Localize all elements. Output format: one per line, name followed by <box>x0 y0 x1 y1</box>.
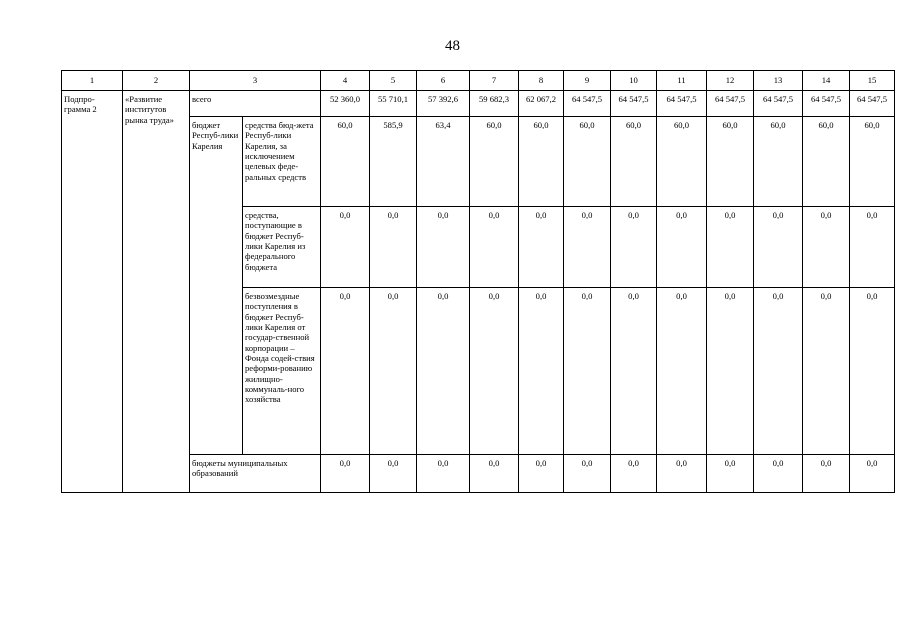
value-cell: 55 710,1 <box>370 91 417 117</box>
row-label-regional-own: средства бюд-жета Респуб-лики Карелия, за исключением целевых феде-ральных средств <box>243 117 321 207</box>
header-cell: 1 <box>62 71 123 91</box>
header-cell: 7 <box>470 71 519 91</box>
value-cell: 0,0 <box>850 455 895 493</box>
value-cell: 0,0 <box>803 455 850 493</box>
value-cell: 64 547,5 <box>803 91 850 117</box>
value-cell: 52 360,0 <box>321 91 370 117</box>
header-row <box>62 71 895 91</box>
value-cell: 0,0 <box>370 288 417 455</box>
value-cell: 0,0 <box>564 288 611 455</box>
value-cell: 60,0 <box>707 117 754 207</box>
value-cell: 59 682,3 <box>470 91 519 117</box>
value-cell: 0,0 <box>470 455 519 493</box>
value-cell: 0,0 <box>657 207 707 288</box>
value-cell: 0,0 <box>564 455 611 493</box>
value-cell: 60,0 <box>754 117 803 207</box>
value-cell: 0,0 <box>754 455 803 493</box>
row-label-federal-transfers: средства, поступающие в бюджет Респуб-лики Карелия из федерального бюджета <box>243 207 321 288</box>
header-cell: 10 <box>611 71 657 91</box>
value-cell: 0,0 <box>611 455 657 493</box>
value-cell: 0,0 <box>519 207 564 288</box>
value-cell: 0,0 <box>754 207 803 288</box>
header-cell: 4 <box>321 71 370 91</box>
value-cell: 0,0 <box>707 288 754 455</box>
value-cell: 64 547,5 <box>657 91 707 117</box>
value-cell: 0,0 <box>564 207 611 288</box>
header-cell: 8 <box>519 71 564 91</box>
value-cell: 0,0 <box>707 207 754 288</box>
regional-budget-label: бюджет Респуб-лики Карелия <box>190 117 243 455</box>
value-cell: 0,0 <box>417 207 470 288</box>
value-cell: 64 547,5 <box>754 91 803 117</box>
value-cell: 0,0 <box>611 288 657 455</box>
value-cell: 64 547,5 <box>564 91 611 117</box>
subprogram-cell: Подпро-грамма 2 <box>62 91 123 493</box>
value-cell: 0,0 <box>321 455 370 493</box>
value-cell: 64 547,5 <box>611 91 657 117</box>
value-cell: 0,0 <box>657 288 707 455</box>
value-cell: 0,0 <box>417 288 470 455</box>
value-cell: 0,0 <box>754 288 803 455</box>
value-cell: 0,0 <box>850 288 895 455</box>
value-cell: 0,0 <box>611 207 657 288</box>
value-cell: 60,0 <box>611 117 657 207</box>
value-cell: 585,9 <box>370 117 417 207</box>
value-cell: 0,0 <box>850 207 895 288</box>
value-cell: 0,0 <box>470 288 519 455</box>
value-cell: 62 067,2 <box>519 91 564 117</box>
budget-table <box>61 70 895 493</box>
value-cell: 0,0 <box>803 288 850 455</box>
value-cell: 60,0 <box>850 117 895 207</box>
value-cell: 0,0 <box>707 455 754 493</box>
value-cell: 64 547,5 <box>850 91 895 117</box>
value-cell: 60,0 <box>564 117 611 207</box>
value-cell: 0,0 <box>803 207 850 288</box>
value-cell: 60,0 <box>803 117 850 207</box>
value-cell: 0,0 <box>321 288 370 455</box>
value-cell: 60,0 <box>321 117 370 207</box>
page-number: 48 <box>445 38 460 54</box>
row-label-municipal: бюджеты муниципальных образований <box>190 455 321 493</box>
header-cell: 3 <box>190 71 321 91</box>
value-cell: 0,0 <box>657 455 707 493</box>
header-cell: 2 <box>123 71 190 91</box>
header-cell: 5 <box>370 71 417 91</box>
header-cell: 13 <box>754 71 803 91</box>
subprogram-name-cell: «Развитие институтов рынка труда» <box>123 91 190 493</box>
header-cell: 6 <box>417 71 470 91</box>
value-cell: 60,0 <box>470 117 519 207</box>
value-cell: 57 392,6 <box>417 91 470 117</box>
row-label-fund-transfers: безвозмездные поступления в бюджет Респуб-лики Карелия от государ-ственной корпорации – Фонда содей-ствия реформи-рованию жилищно-коммуналь-ного хозяйства <box>243 288 321 455</box>
value-cell: 0,0 <box>321 207 370 288</box>
value-cell: 0,0 <box>470 207 519 288</box>
value-cell: 64 547,5 <box>707 91 754 117</box>
value-cell: 60,0 <box>519 117 564 207</box>
value-cell: 0,0 <box>370 455 417 493</box>
value-cell: 60,0 <box>657 117 707 207</box>
row-label-total: всего <box>190 91 321 117</box>
value-cell: 0,0 <box>519 455 564 493</box>
value-cell: 0,0 <box>370 207 417 288</box>
value-cell: 0,0 <box>519 288 564 455</box>
header-cell: 15 <box>850 71 895 91</box>
value-cell: 63,4 <box>417 117 470 207</box>
header-cell: 11 <box>657 71 707 91</box>
header-cell: 9 <box>564 71 611 91</box>
header-cell: 12 <box>707 71 754 91</box>
value-cell: 0,0 <box>417 455 470 493</box>
table-row-total <box>62 91 895 117</box>
header-cell: 14 <box>803 71 850 91</box>
